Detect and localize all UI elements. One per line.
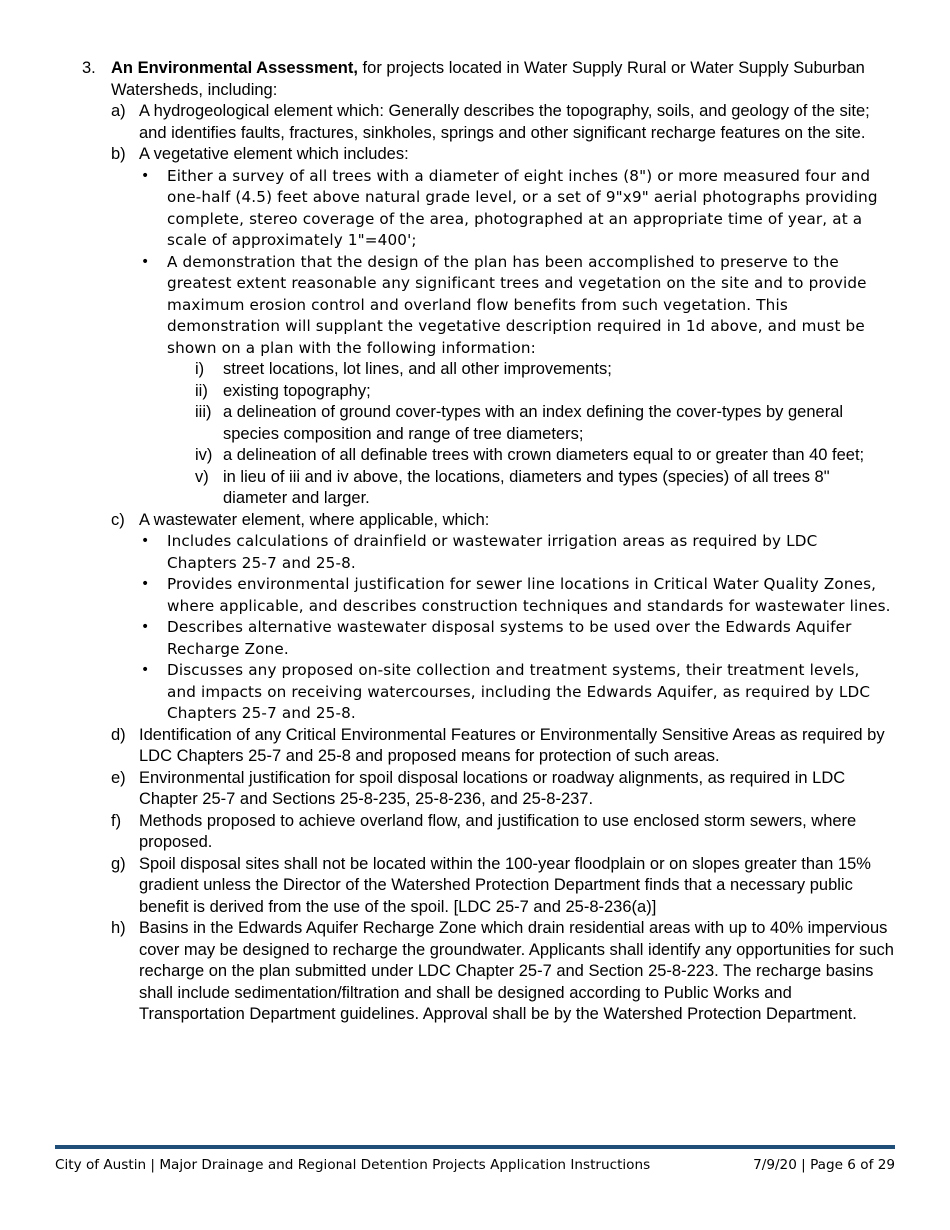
bullet-text: Discusses any proposed on-site collection and treatment systems, their treatment levels, and impacts on receiving watercourses, including the Edwards Aquifer, as required by LDC Chapters 25-7 and 25-8. — [167, 661, 871, 722]
bullet-item — [0, 617, 950, 660]
roman-marker: iii) — [195, 403, 212, 421]
list-item-b — [0, 144, 950, 166]
sub-item-iv — [0, 445, 950, 467]
list-text: Identification of any Critical Environmental Features or Environmentally Sensitive Areas as required by LDC Chapters 25-7 and 25-8 and proposed means for protection of such areas. — [139, 725, 885, 765]
document-body — [0, 58, 950, 1026]
sub-item-ii — [0, 381, 950, 403]
list-text: Spoil disposal sites shall not be located within the 100-year floodplain or on slopes greater than 15% gradient unless the Director of the Watershed Protection Department finds that a necessary public benefit is derived from the use of the spoil. [LDC 25-7 and 25-8-236(a)] — [139, 854, 871, 916]
bullet-icon: • — [141, 253, 150, 270]
bullet-icon: • — [141, 662, 150, 678]
list-text: A vegetative element which includes: — [139, 145, 409, 163]
bullet-item — [0, 531, 950, 574]
list-item-d — [0, 725, 950, 768]
list-item-3 — [0, 58, 950, 101]
bullet-text: A demonstration that the design of the plan has been accomplished to preserve to the greatest extent reasonable any significant trees and vegetation on the site and to provide maximum erosion control and overland flow benefits from such vegetation. This demonstration will supplant the vegetative description required in 1d above, and must be shown on a plan with the following information: — [167, 252, 867, 357]
item-text: for projects located in Water Supply Rural or Water Supply Suburban Watersheds, including: — [111, 59, 865, 99]
bullet-text: Includes calculations of drainfield or wastewater irrigation areas as required by LDC Chapters 25-7 and 25-8. — [167, 532, 818, 572]
bullet-item — [0, 574, 950, 617]
bullet-text: Either a survey of all trees with a diameter of eight inches (8") or more measured four and one-half (4.5) feet above natural grade level, or a set of 9"x9" aerial photographs providing complete, stereo coverage of the area, photographed at an appropriate time of year, at a scale of approximately 1"=400'; — [167, 166, 878, 249]
footer-divider — [55, 1145, 895, 1149]
sub-item-iii — [0, 402, 950, 445]
footer-title: City of Austin | Major Drainage and Regional Detention Projects Application Instructions — [55, 1157, 651, 1173]
list-marker: f) — [111, 811, 122, 830]
sub-text: street locations, lot lines, and all other improvements; — [223, 360, 612, 378]
list-text: Basins in the Edwards Aquifer Recharge Zone which drain residential areas with up to 40% impervious cover may be designed to recharge the groundwater. Applicants shall identify any opportunities for such recharge on the plan submitted under LDC Chapter 25-7 and Section 25-8-223. The recharge basins shall include sedimentation/filtration and shall be designed according to Public Works and Transportation Department guidelines. Approval shall be by the Watershed Protection Department. — [139, 919, 894, 1023]
roman-marker: i) — [195, 360, 205, 378]
list-number: 3. — [82, 59, 96, 77]
list-item-a — [0, 101, 950, 144]
item-title: An Environmental Assessment, — [111, 59, 358, 77]
list-text: Methods proposed to achieve overland flow, and justification to use enclosed storm sewers, where proposed. — [139, 811, 857, 851]
list-item-c — [0, 510, 950, 532]
list-marker: h) — [111, 919, 126, 937]
sub-text: a delineation of all definable trees with crown diameters equal to or greater than 40 feet; — [223, 446, 865, 464]
sub-item-i — [0, 359, 950, 381]
list-item-g — [0, 854, 950, 919]
list-marker: g) — [111, 854, 126, 873]
bullet-text: Describes alternative wastewater disposal systems to be used over the Edwards Aquifer Recharge Zone. — [167, 618, 852, 658]
footer-page-info: 7/9/20 | Page 6 of 29 — [753, 1157, 895, 1173]
bullet-icon: • — [141, 619, 150, 635]
bullet-icon: • — [141, 576, 150, 592]
bullet-icon: • — [141, 167, 150, 184]
roman-marker: iv) — [195, 446, 213, 464]
bullet-item — [0, 166, 950, 252]
roman-marker: ii) — [195, 381, 208, 400]
roman-marker: v) — [195, 467, 209, 486]
bullet-item — [0, 660, 950, 725]
sub-text: in lieu of iii and iv above, the locations, diameters and types (species) of all trees 8" diameter and larger. — [223, 467, 830, 507]
list-marker: d) — [111, 725, 126, 744]
bullet-text: Provides environmental justification for sewer line locations in Critical Water Quality Zones, where applicable, and describes construction techniques and standards for wastewater lines. — [167, 575, 891, 615]
sub-item-v — [0, 467, 950, 510]
list-text: A hydrogeological element which: Generally describes the topography, soils, and geology of the site; and identifies faults, fractures, sinkholes, springs and other significant recharge features on the site. — [139, 102, 870, 142]
list-marker: b) — [111, 145, 126, 163]
list-item-h — [0, 918, 950, 1026]
list-text: Environmental justification for spoil disposal locations or roadway alignments, as required in LDC Chapter 25-7 and Sections 25-8-235, 25-8-236, and 25-8-237. — [139, 768, 846, 808]
sub-text: existing topography; — [223, 381, 371, 400]
bullet-icon: • — [141, 533, 150, 549]
list-text: A wastewater element, where applicable, which: — [139, 510, 490, 529]
list-marker: c) — [111, 510, 125, 529]
bullet-item — [0, 252, 950, 360]
list-item-e — [0, 768, 950, 811]
list-item-f — [0, 811, 950, 854]
list-marker: e) — [111, 768, 126, 787]
list-marker: a) — [111, 102, 126, 120]
sub-text: a delineation of ground cover-types with an index defining the cover-types by general species composition and range of tree diameters; — [223, 403, 844, 443]
